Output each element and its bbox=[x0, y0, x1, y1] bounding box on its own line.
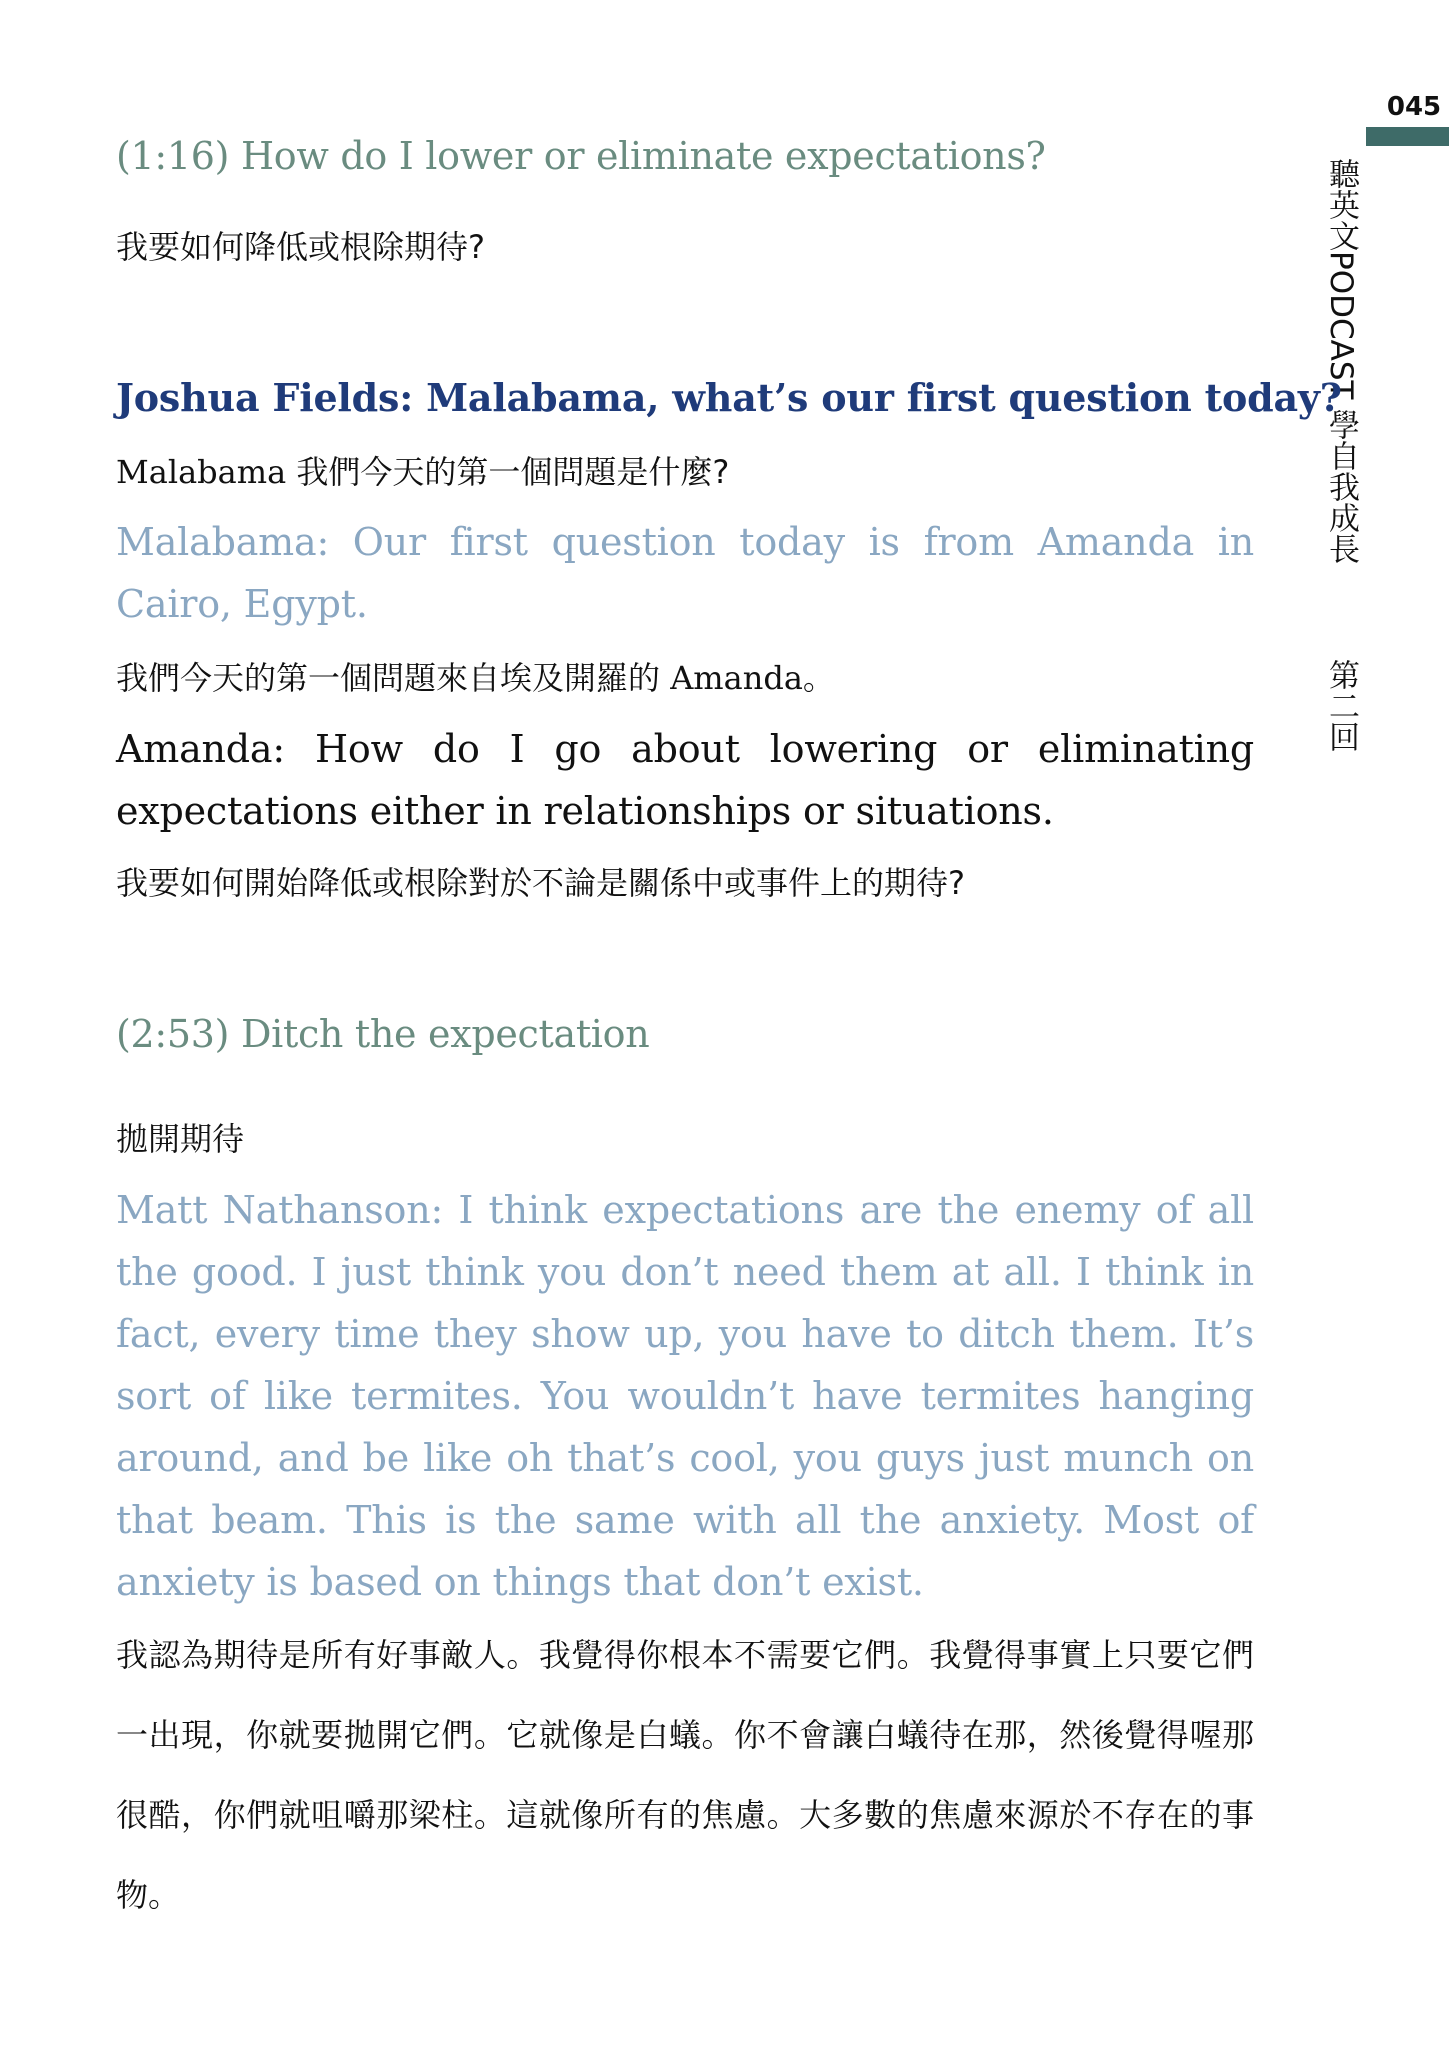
dialogue-line-matt-en: Matt Nathanson: I think expectations are the enemy of all the good. I just think you don’t need them at all. I think in fact, every time they show up, you have to ditch them. It’s sort of like termites. You wouldn’t have termites hanging around, and be like oh that’s cool, you guys just munch on that beam. This is the same with all the anxiety. Most of anxiety is based on things that don’t exist. bbox=[116, 1188, 1254, 1604]
speaker-name: Malabama bbox=[116, 453, 287, 491]
section-heading-2: (2:53) Ditch the expectation bbox=[116, 1012, 650, 1056]
dialogue-line-amanda-en: Amanda: How do I go about lowering or eliminating expectations either in relationships or situations. bbox=[116, 727, 1254, 833]
chapter-label: 第二回 bbox=[1323, 659, 1359, 753]
section-heading-1-zh: 我要如何降低或根除期待? bbox=[116, 228, 485, 266]
dialogue-line-amanda-zh: 我要如何開始降低或根除對於不論是關係中或事件上的期待? bbox=[116, 864, 965, 902]
dialogue-line-joshua-en: Joshua Fields: Malabama, what’s our first question today? bbox=[116, 375, 1342, 420]
running-header bbox=[1319, 158, 1363, 778]
dialogue-line-malabama-en: Malabama: Our first question today is from Amanda in Cairo, Egypt. bbox=[116, 520, 1254, 626]
dialogue-line-joshua-zh: Malabama 我們今天的第一個問題是什麼? bbox=[116, 453, 730, 491]
dialogue-line-matt-zh: 我認為期待是所有好事敵人。我覺得你根本不需要它們。我覺得事實上只要它們一出現，你就要拋開它們。它就像是白蟻。你不會讓白蟻待在那，然後覺得喔那很酷，你們就咀嚼那梁柱。這就像所有的焦慮。大多數的焦慮來源於不存在的事物。 bbox=[116, 1636, 1254, 1914]
section-heading-1: (1:16) How do I lower or eliminate expectations? bbox=[116, 134, 1046, 178]
section-heading-2-zh: 拋開期待 bbox=[116, 1120, 245, 1158]
dialogue-line-malabama-zh: 我們今天的第一個問題來自埃及開羅的 Amanda。 bbox=[116, 659, 835, 697]
speaker-name: Amanda bbox=[660, 659, 803, 697]
page-number-bar bbox=[1366, 127, 1449, 146]
page-number: 045 bbox=[1386, 92, 1442, 122]
book-title: 聽英文PODCAST 學自我成長 bbox=[1323, 158, 1359, 565]
